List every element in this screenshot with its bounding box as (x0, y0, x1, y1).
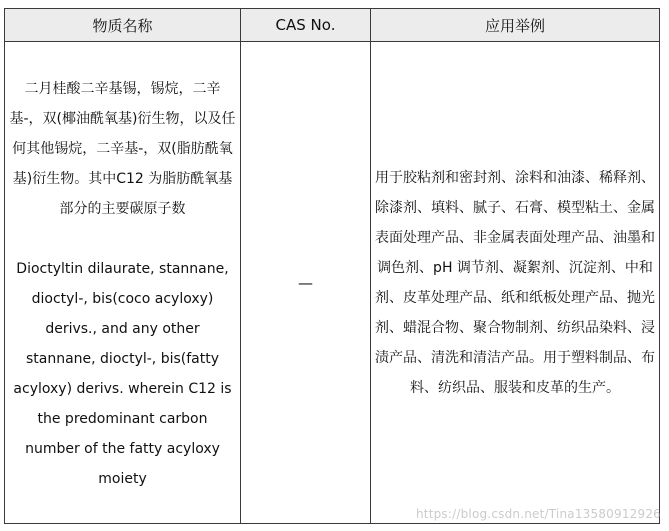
substance-table (4, 8, 660, 524)
application-examples-cell: 用于胶粘剂和密封剂、涂料和油漆、稀释剂、除漆剂、填料、腻子、石膏、模型粘土、金属表面处理产品、非金属表面处理产品、油墨和调色剂、pH 调节剂、凝絮剂、沉淀剂、中和剂、皮革处理产品、纸和纸板处理产品、抛光剂、蜡混合物、聚合物制剂、纺织品染料、浸渍产品、清洗和清洁产品。用于塑料制品、布料、纺织品、服装和皮革的生产。 (371, 42, 660, 524)
watermark-text: https://blog.csdn.net/Tina13580912926 (416, 507, 661, 521)
substance-name-chinese: 二月桂酸二辛基锡，锡烷，二辛基-，双(椰油酰氧基)衍生物，以及任何其他锡烷，二辛基-，双(脂肪酰氧基)衍生物。其中C12 为脂肪酰氧基部分的主要碳原子数 (9, 80, 236, 217)
cas-number-cell: — (241, 42, 371, 524)
header-cas-no: CAS No. (241, 9, 371, 42)
spacer (9, 224, 236, 254)
table-row (5, 42, 660, 524)
header-row (5, 9, 660, 42)
header-application-examples: 应用举例 (371, 9, 660, 42)
substance-name-english: Dioctyltin dilaurate, stannane, dioctyl-, bis(coco acyloxy) derivs., and any other stannane, dioctyl-, bis(fatty acyloxy) derivs. wherein C12 is the predominant carbon number of the fatty acyloxy moiety (13, 260, 232, 487)
header-substance-name: 物质名称 (5, 9, 241, 42)
substance-name-cell (5, 42, 241, 524)
